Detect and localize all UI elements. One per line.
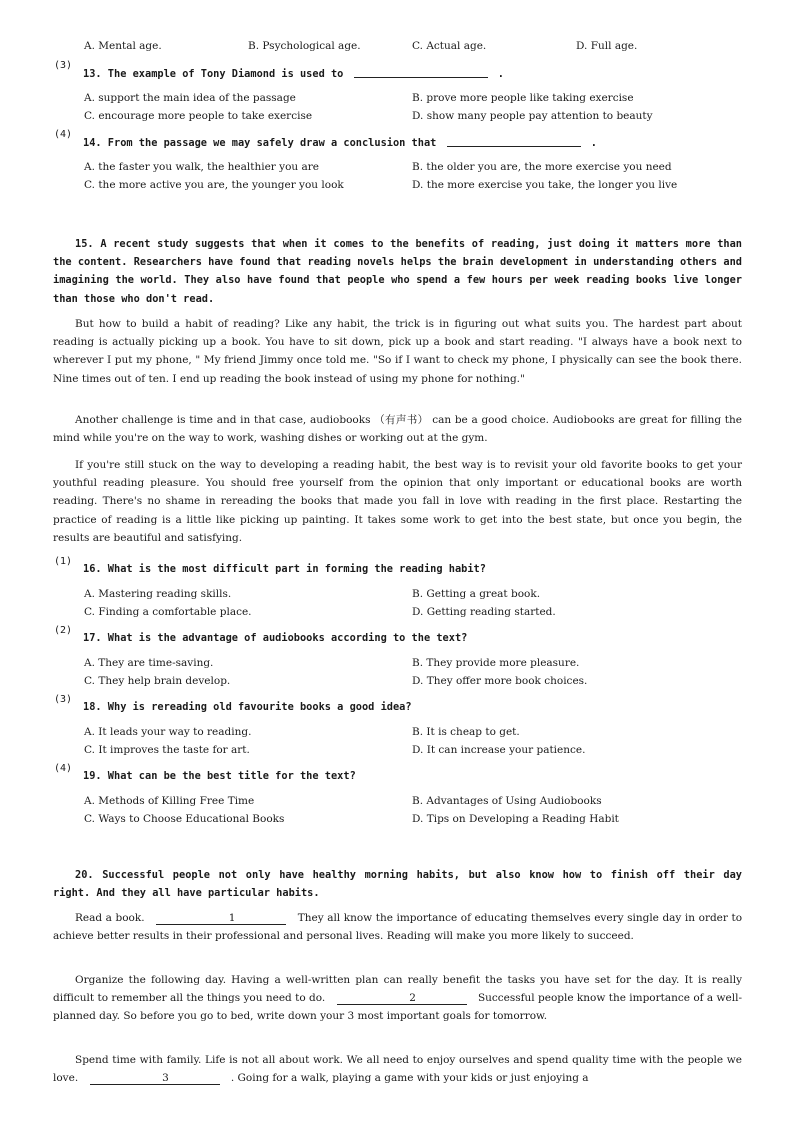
q16-option-d[interactable]: D. Getting reading started. [412, 606, 556, 618]
q19-option-c[interactable]: C. Ways to Choose Educational Books [84, 813, 285, 825]
q14-option-b[interactable]: B. the older you are, the more exercise you need [412, 161, 672, 173]
q13-option-a[interactable]: A. support the main idea of the passage [84, 92, 296, 104]
q19-option-a[interactable]: A. Methods of Killing Free Time [84, 795, 255, 807]
passage15-paragraph-2: But how to build a habit of reading? Like any habit, the trick is in figuring out what suits you. The hardest part about reading is actually picking up a book. You have to sit down, pick up a book and start reading. "I always have a book next to wherever I put my phone, " My friend Jimmy once told me. "So if I want to check my phone, I physically can see the book there. Nine times out of ten. I end up reading the book instead of using my phone for nothing." [53, 318, 742, 385]
passage20-p2-after: Successful people know the importance of a well-planned day. So before you go to bed, write down your 3 most important goals for tomorrow. [53, 992, 742, 1023]
q14-stem [83, 136, 597, 149]
q19-option-d[interactable]: D. Tips on Developing a Reading Habit [412, 813, 619, 825]
q16-subnumber: (1) [54, 556, 73, 567]
q16-option-c[interactable]: C. Finding a comfortable place. [84, 606, 252, 618]
passage20-paragraph-2 [53, 971, 742, 1026]
q14-options [84, 161, 744, 195]
q14-option-c[interactable]: C. the more active you are, the younger you look [84, 179, 344, 191]
q14-option-a[interactable]: A. the faster you walk, the healthier you are [84, 161, 319, 173]
q12-option-d[interactable]: D. Full age. [576, 40, 638, 52]
q13-stem-text: 13. The example of Tony Diamond is used to [83, 68, 344, 80]
passage20-intro: 20. Successful people not only have healthy morning habits, but also know how to finish off their day right. And they all have particular habits. [53, 869, 742, 900]
q14-subnumber: (4) [54, 129, 73, 140]
passage20-p3-after: . Going for a walk, playing a game with your kids or just enjoying a [230, 1072, 589, 1085]
blank-2[interactable]: 2 [337, 992, 467, 1005]
q18-option-b[interactable]: B. It is cheap to get. [412, 726, 520, 738]
q17-option-b[interactable]: B. They provide more pleasure. [412, 657, 580, 669]
q19-option-b[interactable]: B. Advantages of Using Audiobooks [412, 795, 602, 807]
q17-option-d[interactable]: D. They offer more book choices. [412, 675, 588, 687]
q14-stem-text: 14. From the passage we may safely draw a conclusion that [83, 137, 437, 149]
q12-option-a[interactable]: A. Mental age. [84, 40, 162, 52]
q13-stem-end: . [497, 68, 504, 80]
q14-stem-end: . [590, 137, 597, 149]
q12-option-c[interactable]: C. Actual age. [412, 40, 487, 52]
q13-option-d[interactable]: D. show many people pay attention to beauty [412, 110, 653, 122]
q18-stem: 18. Why is rereading old favourite books a good idea? [83, 701, 412, 713]
blank-3[interactable]: 3 [90, 1072, 220, 1085]
passage20-p2-before: Organize the following day. Having a well-written plan can really benefit the tasks you have set for the day. It is really difficult to remember all the things you need to do. [53, 974, 742, 1005]
q16-stem: 16. What is the most difficult part in forming the reading habit? [83, 563, 486, 575]
q16-option-a[interactable]: A. Mastering reading skills. [84, 588, 232, 600]
q18-options [84, 726, 724, 760]
q13-stem [83, 67, 504, 80]
q13-option-b[interactable]: B. prove more people like taking exercise [412, 92, 634, 104]
q13-subnumber: (3) [54, 60, 73, 71]
q14-option-d[interactable]: D. the more exercise you take, the longer you live [412, 179, 678, 191]
q18-option-d[interactable]: D. It can increase your patience. [412, 744, 586, 756]
q19-options [84, 795, 724, 829]
q13-options [84, 92, 724, 126]
q14-answer-blank[interactable] [447, 136, 581, 147]
q16-options [84, 588, 724, 622]
q17-stem: 17. What is the advantage of audiobooks according to the text? [83, 632, 468, 644]
passage20-p1-after: They all know the importance of educating themselves every single day in order to achieve better results in their professional and personal lives. Reading will make you more likely to succeed. [53, 912, 743, 943]
q17-options [84, 657, 724, 691]
q12-options [84, 40, 724, 54]
q17-option-c[interactable]: C. They help brain develop. [84, 675, 231, 687]
passage15-paragraph-3: Another challenge is time and in that case, audiobooks （有声书） can be a good choice. Audiobooks are great for filling the mind while you're on the way to work, washing dishes or working out at the gym. [53, 414, 742, 445]
passage20-p1-before: Read a book. [75, 912, 145, 924]
q12-option-b[interactable]: B. Psychological age. [248, 40, 361, 52]
q13-option-c[interactable]: C. encourage more people to take exercise [84, 110, 313, 122]
q17-option-a[interactable]: A. They are time-saving. [84, 657, 214, 669]
q18-subnumber: (3) [54, 694, 73, 705]
q17-subnumber: (2) [54, 625, 73, 636]
blank-1[interactable]: 1 [156, 912, 286, 925]
passage20-p3-before: Spend time with family. Life is not all about work. We all need to enjoy ourselves and spend quality time with the people we love. [53, 1054, 742, 1085]
q18-option-c[interactable]: C. It improves the taste for art. [84, 744, 250, 756]
q13-answer-blank[interactable] [354, 67, 488, 78]
passage15-paragraph-4: If you're still stuck on the way to developing a reading habit, the best way is to revisit your old favorite books to get your youthful reading pleasure. You should free yourself from the opinion that only important or educational books are worth reading. There's no shame in rereading the books that made you fall in love with reading in the first place. Restarting the practice of reading is a little like picking up painting. It takes some work to get into the best state, but once you begin, the results are beautiful and satisfying. [53, 459, 742, 544]
q19-stem: 19. What can be the best title for the text? [83, 770, 356, 782]
q16-option-b[interactable]: B. Getting a great book. [412, 588, 541, 600]
q19-subnumber: (4) [54, 763, 73, 774]
passage20-paragraph-3 [53, 1051, 742, 1087]
passage15-intro: 15. A recent study suggests that when it comes to the benefits of reading, just doing it matters more than the content. Researchers have found that reading novels helps the brain development in understanding others and imagining the world. They also have found that people who spend a few hours per week reading books live longer than those who don't read. [53, 238, 742, 305]
passage20-paragraph-1 [53, 909, 742, 945]
q18-option-a[interactable]: A. It leads your way to reading. [84, 726, 252, 738]
